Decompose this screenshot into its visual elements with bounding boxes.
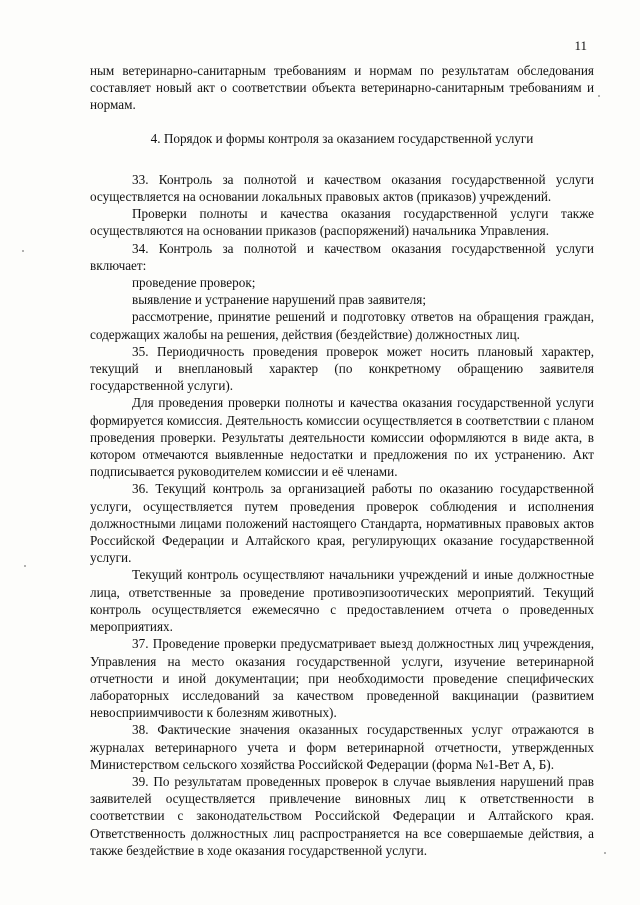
paragraph-33: 33. Контроль за полнотой и качеством оказания государственной услуги осуществляется на основании локальных правовых актов (приказов) учреждений. — [90, 171, 594, 205]
list-item: выявление и устранение нарушений прав заявителя; — [132, 292, 427, 308]
section-heading: 4. Порядок и формы контроля за оказанием государственной услуги — [150, 130, 534, 146]
scan-speck — [24, 565, 26, 567]
document-body — [90, 62, 594, 859]
paragraph-35-cont: Для проведения проверки полноты и качества оказания государственной услуги формируется комиссия. Деятельность комиссии осуществляется в соответствии с планом проведения проверки. Результаты деятельности комиссии оформляются в виде акта, в котором отмечаются выявленные недостатки и предложения по их устранению. Акт подписывается руководителем комиссии и её членами. — [90, 395, 594, 480]
paragraph-35: 35. Периодичность проведения проверок может носить плановый характер, текущий и внеплановый характер (по конкретному обращению заявителя государственной услуги). — [90, 343, 594, 394]
intro-continuation: ным ветеринарно-санитарным требованиям и нормам по результатам обследования составляет новый акт о соответствии объекта ветеринарно-санитарным требованиям и нормам. — [90, 63, 594, 113]
list-item: рассмотрение, принятие решений и подготовку ответов на обращения граждан, содержащих жалобы на решения, действия (бездействие) должностных лиц. — [90, 309, 594, 342]
list-item: проведение проверок; — [132, 275, 256, 291]
scan-speck — [22, 250, 24, 252]
paragraph-38: 38. Фактические значения оказанных государственных услуг отражаются в журналах ветеринарного учета и форм ветеринарной отчетности, утвержденных Министерством сельского хозяйства Российской Федерации (форма №1-Вет А, Б). — [90, 722, 594, 772]
paragraph-34: 34. Контроль за полнотой и качеством оказания государственной услуги включает: — [90, 240, 594, 273]
paragraph-33-cont: Проверки полноты и качества оказания государственной услуги также осуществляются на основании приказов (распоряжений) начальника Управления. — [90, 206, 594, 239]
paragraph-39: 39. По результатам проведенных проверок в случае выявления нарушений прав заявителей осуществляется привлечение виновных лиц к ответственности в соответствии с законодательством Российской Федерации и Алтайского края. Ответственность должностных лиц распространяется на все совершаемые действия, а также бездействие в ходе оказания государственной услуги. — [90, 773, 594, 858]
page-number: 11 — [574, 38, 587, 53]
scan-speck — [604, 852, 606, 854]
scan-speck — [598, 95, 600, 97]
paragraph-36: 36. Текущий контроль за организацией работы по оказанию государственной услуги, осуществляется путем проведения проверок соблюдения и исполнения должностными лицами положений настоящего Стандарта, нормативных правовых актов Российской Федерации и Алтайского края, регулирующих оказание государственной услуги. — [90, 481, 594, 566]
paragraph-37: 37. Проведение проверки предусматривает выезд должностных лиц учреждения, Управления на место оказания государственной услуги, изучение ветеринарной отчетности и иной документации; при необходимости проведение специфических лабораторных исследований за качеством проведенной вакцинации (развитием невосприимчивости к болезням животных). — [90, 636, 594, 721]
paragraph-36-cont: Текущий контроль осуществляют начальники учреждений и иные должностные лица, ответственные за проведение противоэпизоотических мероприятий. Текущий контроль осуществляется ежемесячно с предоставлением отчета о проведенных мероприятиях. — [90, 567, 594, 635]
